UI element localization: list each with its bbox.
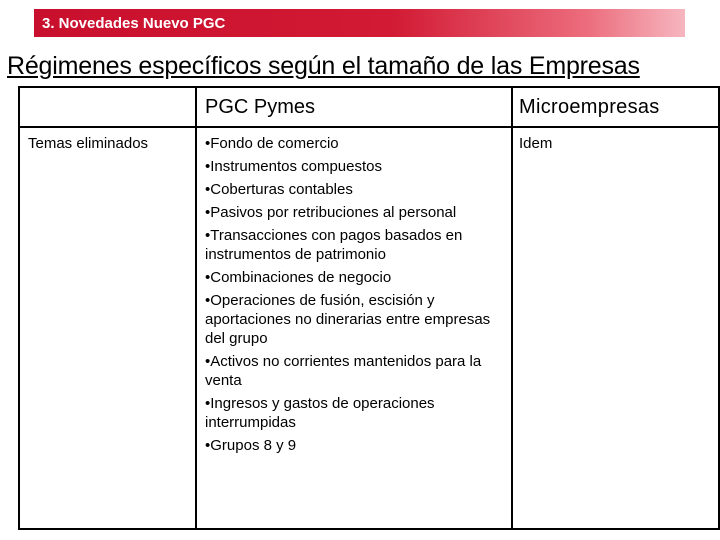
list-item: •Instrumentos compuestos xyxy=(205,158,382,175)
header-pgc-pymes xyxy=(196,87,512,127)
page-title: Régimenes específicos según el tamaño de las Empresas xyxy=(7,52,640,80)
section-banner xyxy=(34,9,685,37)
list-item: •Transacciones con pagos basados en instrumentos de patrimonio xyxy=(205,227,463,263)
header-microempresas-label: Microempresas xyxy=(519,96,660,118)
list-item: •Pasivos por retribuciones al personal xyxy=(205,204,457,221)
microempresas-cell xyxy=(512,127,719,529)
list-item: •Activos no corrientes mantenidos para la venta xyxy=(205,353,482,389)
eliminated-topics-list xyxy=(197,128,511,455)
list-item: •Fondo de comercio xyxy=(205,135,339,152)
list-item: •Ingresos y gastos de operaciones interrumpidas xyxy=(205,395,435,431)
header-empty-cell xyxy=(19,87,196,127)
header-pgc-pymes-label: PGC Pymes xyxy=(205,96,316,118)
comparison-table-wrap xyxy=(18,86,720,530)
list-item: •Grupos 8 y 9 xyxy=(205,437,297,454)
pgc-pymes-items-cell xyxy=(196,127,512,529)
list-item: •Combinaciones de negocio xyxy=(205,269,392,286)
list-item: •Coberturas contables xyxy=(205,181,353,198)
microempresas-value: Idem xyxy=(519,135,553,152)
row-label-cell xyxy=(19,127,196,529)
section-banner-text: 3. Novedades Nuevo PGC xyxy=(42,14,226,32)
table-row xyxy=(19,127,719,529)
table-header-row xyxy=(19,87,719,127)
row-label: Temas eliminados xyxy=(28,135,149,152)
comparison-table xyxy=(18,86,720,530)
list-item: •Operaciones de fusión, escisión y aportaciones no dinerarias entre empresas del grupo xyxy=(205,292,491,347)
header-microempresas xyxy=(512,87,719,127)
